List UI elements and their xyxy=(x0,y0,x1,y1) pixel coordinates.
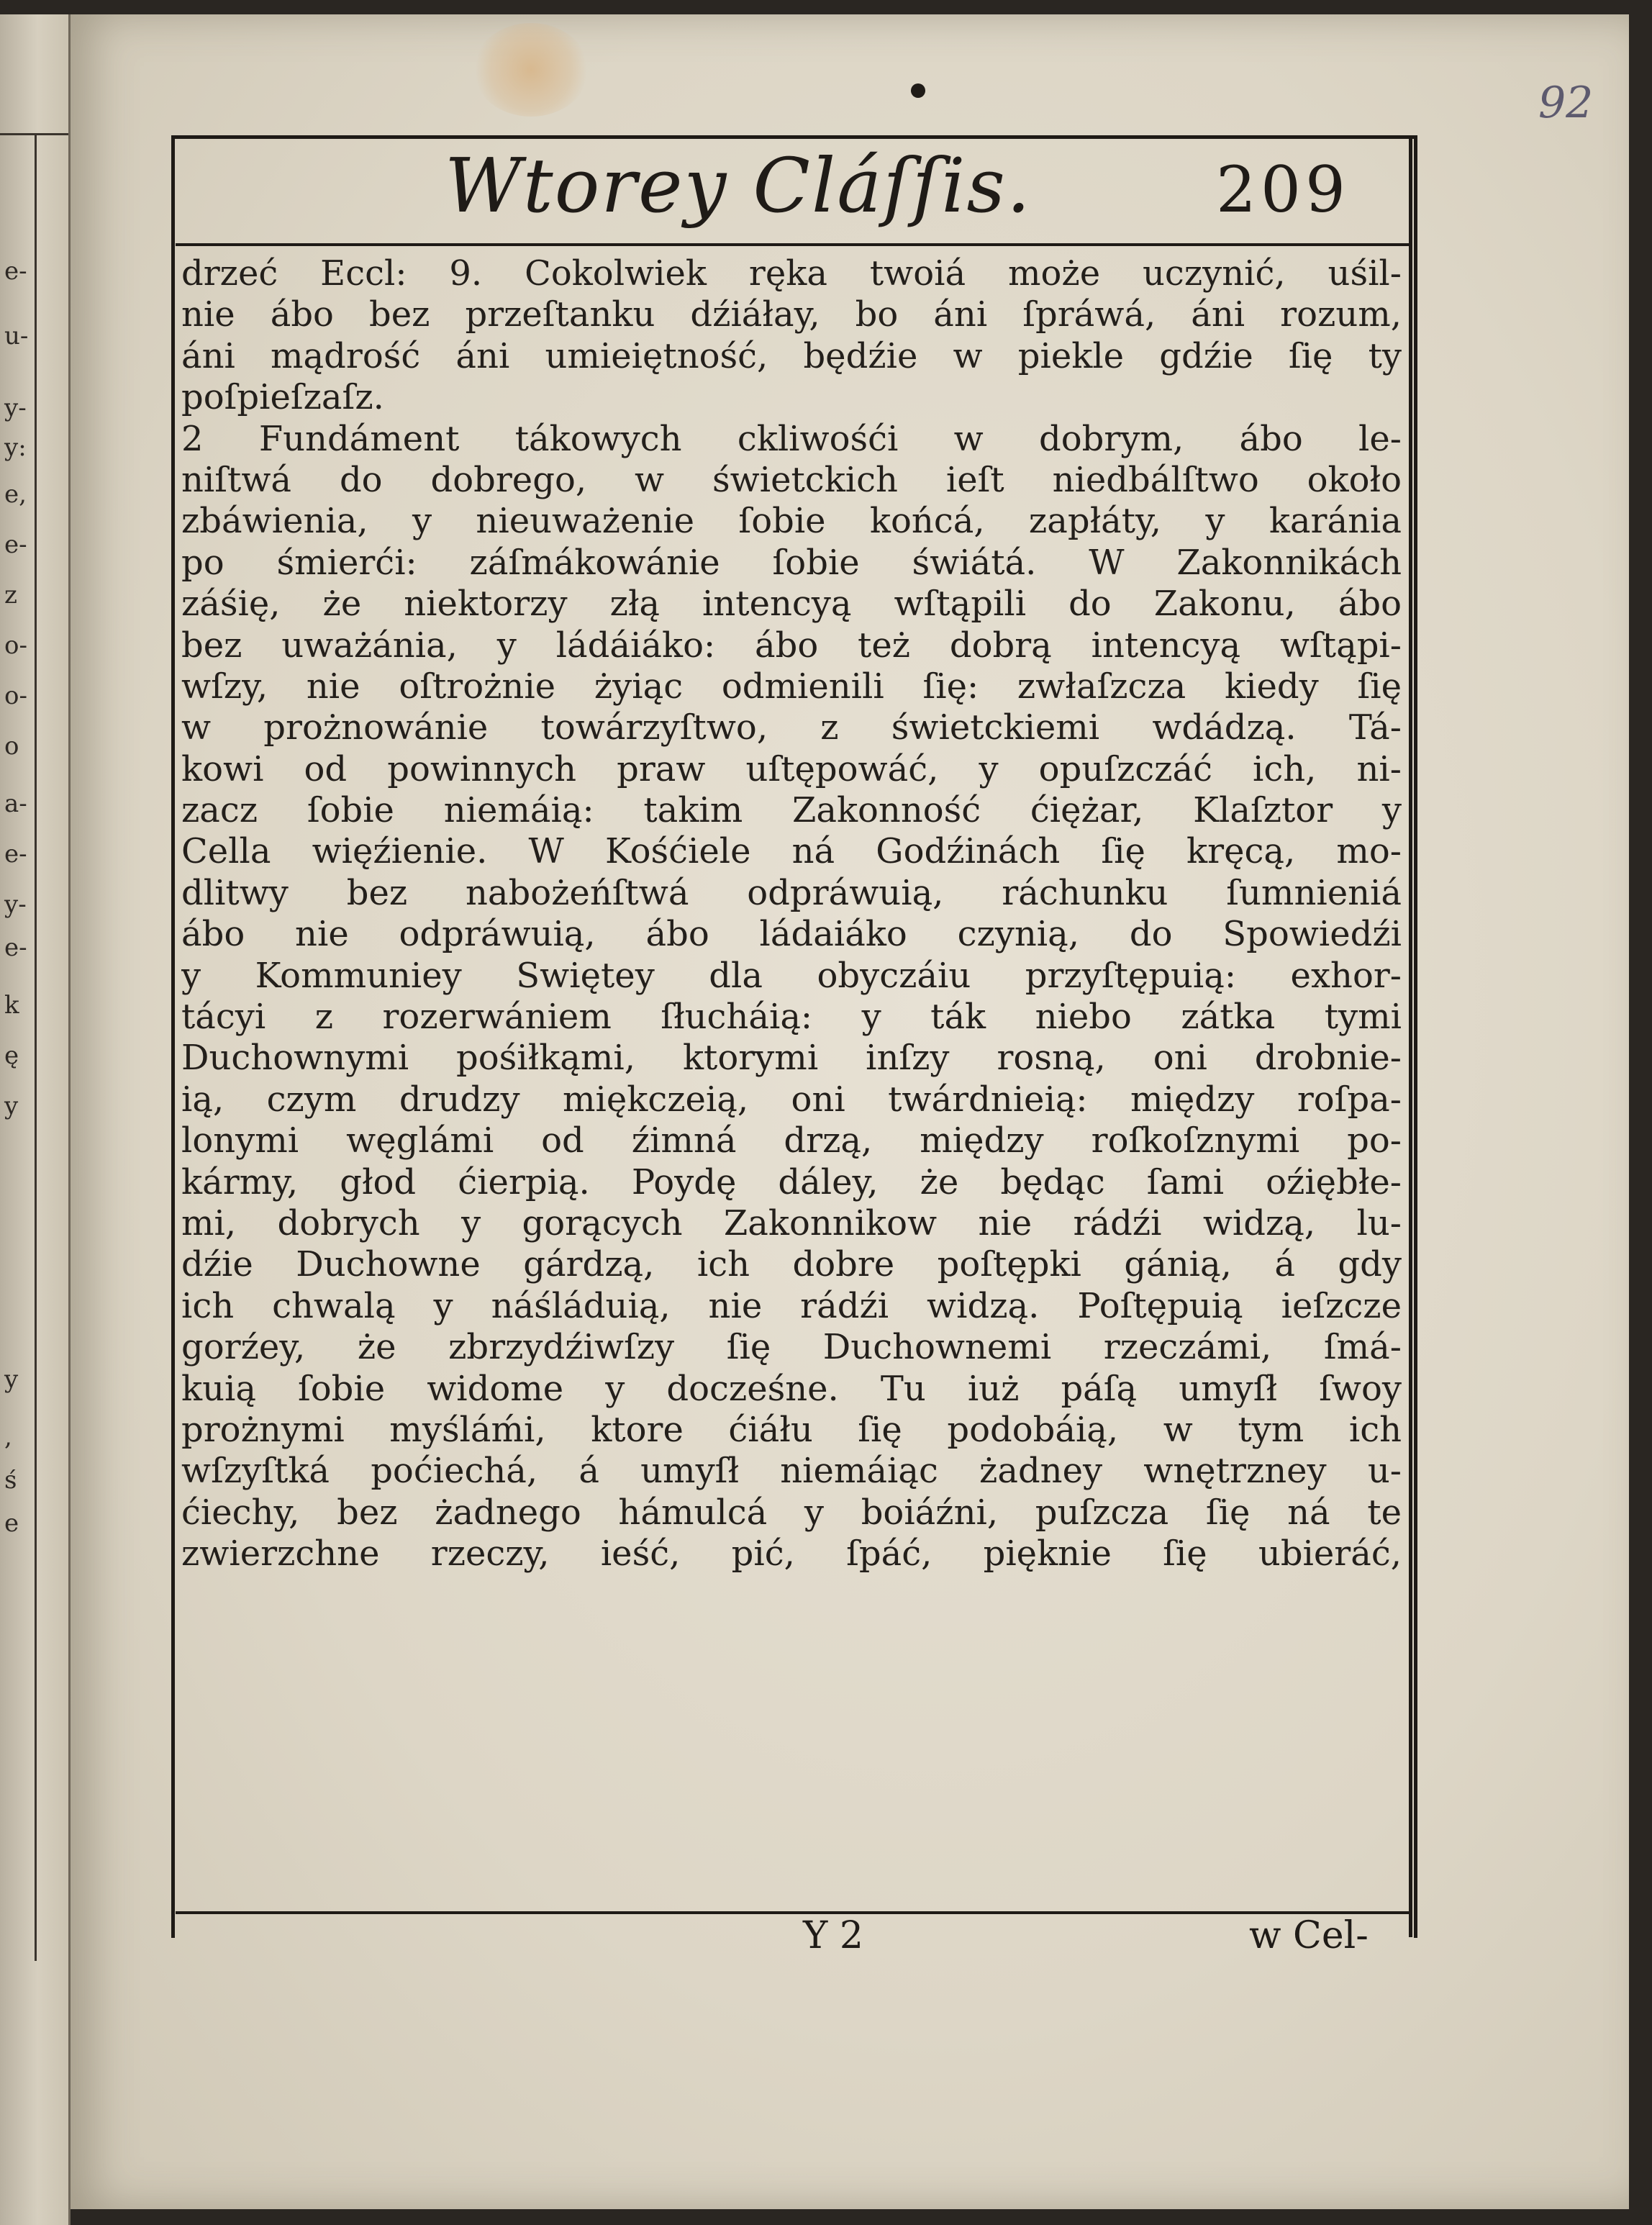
handwritten-folio-number: 92 xyxy=(1538,78,1594,128)
text-line: dźie Duchowne gárdzą, ich dobre poſtępki gánią, á gdy xyxy=(181,1244,1402,1285)
facing-page-fragment: e- xyxy=(4,933,27,962)
text-line: ćiechy, bez żadnego hámulcá y boiáźni, puſzcza ſię ná te xyxy=(181,1492,1402,1533)
text-line: ią, czym drudzy miękczeią, oni twárdnieią: między roſpa- xyxy=(181,1079,1402,1120)
facing-page-fragment: ś xyxy=(4,1466,17,1495)
text-line: 2 Fundáment tákowych ckliwośći w dobrym, ábo le- xyxy=(181,418,1402,459)
text-line: mi, dobrych y gorących Zakonnikow nie rádźi widzą, lu- xyxy=(181,1202,1402,1243)
facing-page-fragment: y xyxy=(4,1092,19,1120)
text-line: poſpieſzaſz. xyxy=(181,377,384,418)
text-line: gorźey, że zbrzydźiwſzy ſię Duchownemi rzeczámi, ſmá- xyxy=(181,1327,1402,1368)
text-line: záśię, że niektorzy złą intencyą wſtąpili do Zakonu, ábo xyxy=(181,584,1402,625)
text-line: kowi od powinnych praw uſtępowáć, y opuſzczáć ich, ni- xyxy=(181,748,1402,789)
facing-page-fragment: e, xyxy=(4,480,27,509)
text-line: áni mądrość áni umieiętność, będźie w piekle gdźie ſię ty xyxy=(181,335,1402,376)
book-page xyxy=(71,14,1629,2209)
ink-dot xyxy=(911,83,925,98)
facing-page-fragment: y- xyxy=(4,890,27,919)
facing-page-fragment: o xyxy=(4,732,19,761)
text-line: zacz ſobie niemáią: takim Zakonność ćiężar, Klaſztor y xyxy=(181,790,1402,831)
text-line: ábo nie odpráwuią, ábo ládaiáko czynią, do Spowiedźi xyxy=(181,914,1402,955)
page-number: 209 xyxy=(1216,153,1350,227)
body-text-block xyxy=(181,253,1402,1575)
facing-page-fragment: e- xyxy=(4,257,27,286)
text-line: y Kommuniey Swiętey dla obyczáiu przyſtępuią: exhor- xyxy=(181,955,1402,996)
text-line: Cella więźienie. W Kośćiele ná Godźinách ſię kręcą, mo- xyxy=(181,831,1402,872)
facing-page-edge xyxy=(0,14,71,2225)
catchword: w Cel- xyxy=(1249,1914,1369,1957)
facing-page-frame-line xyxy=(35,133,37,1961)
text-line: drzeć Eccl: 9. Cokolwiek ręka twoiá może uczynić, uśil- xyxy=(181,253,1402,294)
facing-page-fragment: , xyxy=(4,1423,12,1451)
text-line: w prożnowánie towárzyſtwo, z świetckiemi wdádzą. Tá- xyxy=(181,707,1402,748)
facing-page-fragment: y: xyxy=(4,433,27,462)
header-rule xyxy=(176,243,1410,246)
text-line: tácyi z rozerwániem ſłucháią: y ták niebo zátka tymi xyxy=(181,997,1402,1038)
text-line: zwierzchne rzeczy, ieść, pić, ſpáć, pięknie ſię ubieráć, xyxy=(181,1533,1402,1574)
facing-page-fragment: e- xyxy=(4,840,27,869)
facing-page-fragment: o- xyxy=(4,631,27,660)
facing-page-fragment: e- xyxy=(4,530,27,559)
running-head-title: Wtorey Cláſſis. xyxy=(445,142,1032,230)
text-line: kármy, głod ćierpią. Poydę dáley, że będąc ſami oźiębłe- xyxy=(181,1161,1402,1202)
facing-page-fragment: o- xyxy=(4,681,27,710)
signature-mark: Y 2 xyxy=(803,1914,863,1957)
facing-page-fragment: k xyxy=(4,991,19,1020)
text-line: niſtwá do dobrego, w świetckich ieſt niedbálſtwo około xyxy=(181,459,1402,500)
facing-page-fragment: ę xyxy=(4,1041,19,1070)
text-line: wſzyſtká poćiechá, á umyſł niemáiąc żadney wnętrzney u- xyxy=(181,1451,1402,1492)
page-border-right-line xyxy=(1409,138,1412,1937)
facing-page-fragment: u- xyxy=(4,322,29,350)
text-line: prożnymi myśláḿi, ktore ćiáłu ſię podobáią, w tym ich xyxy=(181,1409,1402,1450)
text-line: wſzy, nie oſtrożnie żyiąc odmienili ſię: zwłaſzcza kiedy ſię xyxy=(181,666,1402,707)
text-line: dlitwy bez nabożeńſtwá odpráwuią, ráchunku ſumnieniá xyxy=(181,872,1402,913)
paper-stain xyxy=(473,23,589,117)
text-line: nie ábo bez przeſtanku dźiáłay, bo áni ſpráwá, áni rozum, xyxy=(181,294,1402,335)
facing-page-fragment: a- xyxy=(4,789,27,818)
text-line: ich chwalą y náśláduią, nie rádźi widzą. Poſtępuią ieſzcze xyxy=(181,1285,1402,1326)
text-line: lonymi węglámi od źimná drzą, między roſkoſznymi po- xyxy=(181,1120,1402,1161)
text-line: po śmierći: záſmákowánie ſobie świátá. W Zakonnikách xyxy=(181,542,1402,583)
facing-page-fragment: y- xyxy=(4,394,27,422)
facing-page-fragment: e xyxy=(4,1509,19,1538)
facing-page-fragment: y xyxy=(4,1365,19,1394)
text-line: zbáwienia, y nieuważenie ſobie końcá, zapłáty, y karánia xyxy=(181,501,1402,542)
text-line: Duchownymi pośiłkąmi, ktorymi inſzy rosną, oni drobnie- xyxy=(181,1038,1402,1079)
text-bottom-rule xyxy=(176,1911,1410,1914)
text-line: kuią ſobie widome y docześne. Tu iuż páſą umyſł ſwoy xyxy=(181,1368,1402,1409)
facing-page-fragment: z xyxy=(4,581,17,610)
text-line: bez uważánia, y ládáiáko: ábo też dobrą intencyą wſtąpi- xyxy=(181,625,1402,666)
